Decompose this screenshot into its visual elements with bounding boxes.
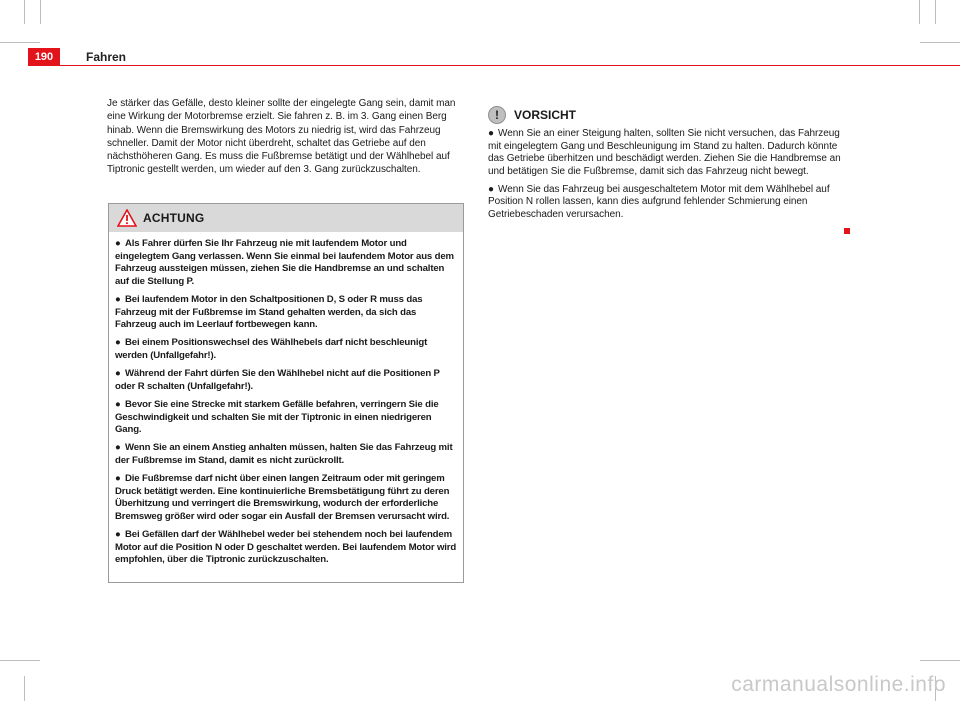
left-column [107, 97, 464, 177]
achtung-list [109, 232, 463, 567]
crop-mark [919, 0, 920, 24]
list-item: ● Wenn Sie das Fahrzeug bei ausgeschaltetem Motor mit dem Wählhebel auf Position N rollen lassen, kann dies aufgrund fehlender Schmierung einen Getriebeschaden verursachen. [488, 183, 830, 221]
bullet-icon: ● [488, 183, 494, 195]
list-item: ● Während der Fahrt dürfen Sie den Wählhebel nicht auf die Positionen P oder R schalten (Unfallgefahr!). [115, 368, 440, 392]
list-item: ● Bei Gefällen darf der Wählhebel weder bei stehendem noch bei laufendem Motor auf die Position N oder D geschaltet werden. Bei laufendem Motor wird empfohlen, über die Tiptronic zurückzuschalten. [115, 529, 457, 566]
crop-mark [0, 42, 40, 43]
list-item: ● Wenn Sie an einem Anstieg anhalten müssen, halten Sie das Fahrzeug mit der Fußbremse im Stand, damit es nicht zurückrollt. [115, 442, 453, 466]
list-item: ● Als Fahrer dürfen Sie Ihr Fahrzeug nie mit laufendem Motor und eingelegtem Gang verlassen. Wenn Sie einmal bei laufendem Motor aus dem Fahrzeug aussteigen müssen, ziehen Sie die Handbremse an und schalten auf die Stellung P. [115, 238, 454, 287]
crop-mark [0, 660, 40, 661]
vorsicht-header [488, 106, 848, 124]
bullet-icon: ● [115, 293, 121, 305]
crop-mark [24, 0, 25, 24]
crop-mark [24, 676, 25, 701]
crop-mark [935, 0, 936, 24]
list-item: ● Bei einem Positionswechsel des Wählhebels darf nicht beschleunigt werden (Unfallgefahr!). [115, 337, 428, 361]
section-end-marker [844, 228, 850, 234]
list-item: ● Wenn Sie an einer Steigung halten, sollten Sie nicht versuchen, das Fahrzeug mit eingelegtem Gang und Beschleunigung im Stand zu halten. Dadurch könnte das Getriebe überhitzen und beschädigt werden. Ziehen Sie die Handbremse an und betätigen Sie die Fußbremse, damit sich das Fahrzeug nicht bewegt. [488, 128, 841, 177]
bullet-icon: ● [115, 337, 121, 349]
bullet-icon: ● [115, 368, 121, 380]
bullet-icon: ● [115, 398, 121, 410]
header-divider [60, 65, 960, 66]
list-item: ● Die Fußbremse darf nicht über einen langen Zeitraum oder mit geringem Druck betätigt werden. Eine kontinuierliche Bremsbetätigung führt zu deren Überhitzung und verringert die Bremswirkung, wodurch der erforderliche Bremsweg größer wird oder sogar ein Ausfall der Bremsen verursacht wird. [115, 473, 450, 522]
achtung-title: ACHTUNG [143, 211, 205, 225]
page-number: 190 [28, 48, 60, 66]
bullet-icon: ● [115, 442, 121, 454]
list-item: ● Bei laufendem Motor in den Schaltpositionen D, S oder R muss das Fahrzeug mit der Fußbremse im Stand gehalten werden, da sich das Fahrzeug auch im Leerlauf fortbewegen kann. [115, 293, 423, 331]
watermark: carmanualsonline.info [731, 673, 946, 696]
achtung-box [108, 203, 464, 583]
list-item: ● Bevor Sie eine Strecke mit starkem Gefälle befahren, verringern Sie die Geschwindigkeit und schalten Sie mit der Tiptronic in einen niedrigeren Gang. [115, 398, 439, 436]
crop-mark [920, 660, 960, 661]
page-title: Fahren [86, 50, 127, 64]
bullet-icon: ● [115, 529, 121, 541]
achtung-header [109, 204, 463, 232]
crop-mark [920, 42, 960, 43]
warning-triangle-icon [117, 209, 137, 227]
caution-icon: ! [488, 106, 506, 124]
right-column [488, 106, 848, 227]
bullet-icon: ● [115, 473, 121, 485]
crop-mark [40, 0, 41, 24]
intro-paragraph: Je stärker das Gefälle, desto kleiner sollte der eingelegte Gang sein, damit man eine Wirkung der Motorbremse erzielt. Sie fahren z. B. im 3. Gang einen Berg hinab. Wenn die Bremswirkung des Motors zu niedrig ist, wird das Fahrzeug schneller. Damit der Motor nicht überdreht, schaltet das Getriebe auf den nächsthöheren Gang. Es muss die Fußbremse betätigt und der Wählhebel auf Tiptronic gestellt werden, um wieder auf den 3. Gang zurückzuschalten. [107, 98, 456, 176]
vorsicht-title: VORSICHT [514, 108, 577, 122]
bullet-icon: ● [115, 238, 121, 249]
bullet-icon: ● [488, 128, 494, 139]
